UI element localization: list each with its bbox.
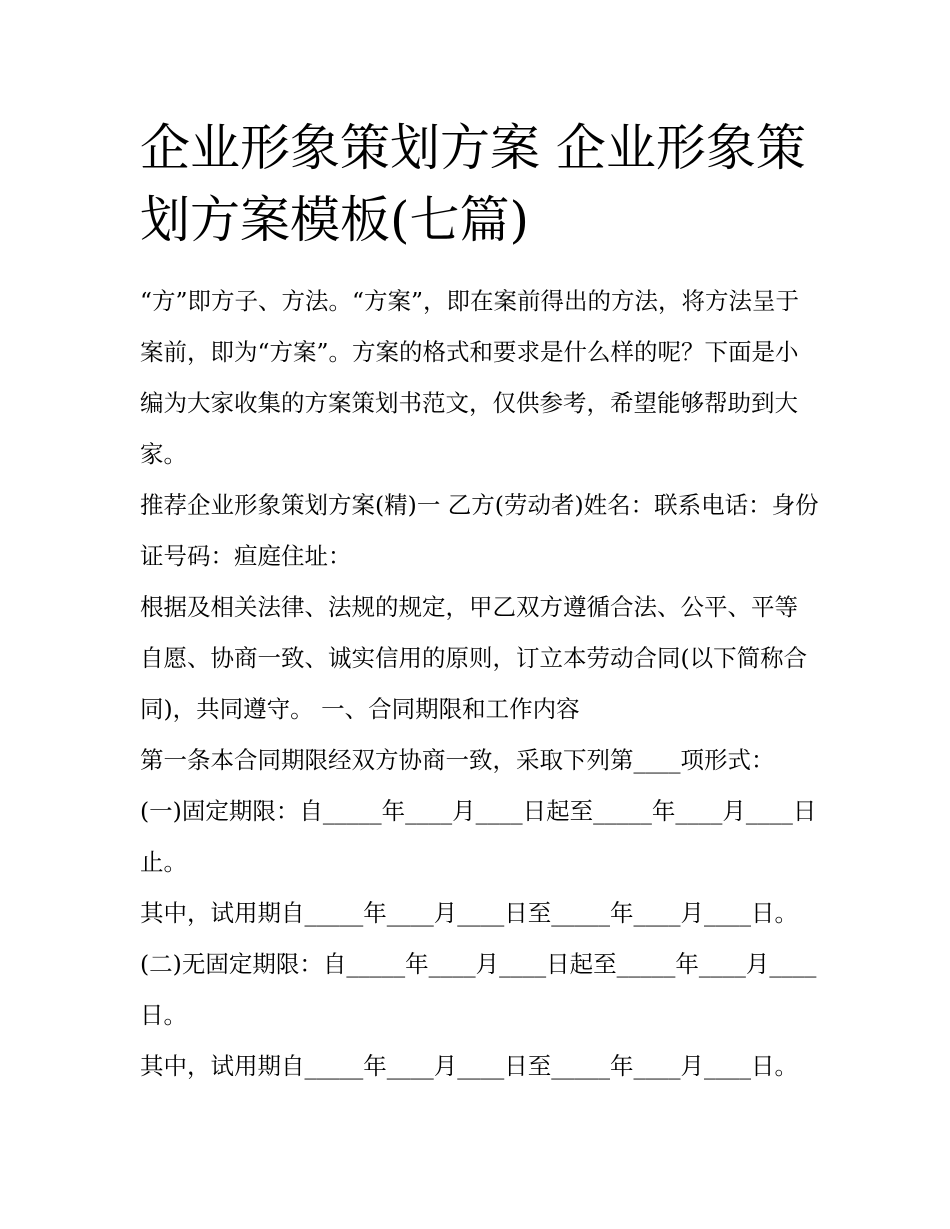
recommend-paragraph: 推荐企业形象策划方案(精)一 乙方(劳动者)姓名：联系电话：身份证号码：疸庭住址：: [140, 491, 819, 570]
document-title: 企业形象策划方案 企业形象策划方案模板(七篇): [140, 119, 806, 249]
open-term-paragraph: (二)无固定期限：自_____年____月____日起至_____年____月____日。: [140, 950, 817, 1029]
probation-paragraph-2: 其中，试用期自_____年____月____日至_____年____月____日。: [140, 1052, 798, 1080]
article-one-paragraph: 第一条本合同期限经双方协商一致，采取下列第____项形式：: [140, 746, 775, 774]
fixed-term-paragraph: (一)固定期限：自_____年____月____日起至_____年____月____日止。: [140, 797, 817, 876]
probation-paragraph-1: 其中，试用期自_____年____月____日至_____年____月____日。: [140, 899, 798, 927]
intro-paragraph: “方”即方子、方法。“方案”，即在案前得出的方法，将方法呈于案前，即为“方案”。方案的格式和要求是什么样的呢？下面是小编为大家收集的方案策划书范文，仅供参考，希望能够帮助到大家。: [140, 287, 800, 468]
legal-basis-paragraph: 根据及相关法律、法规的规定，甲乙双方遵循合法、公平、平等自愿、协商一致、诚实信用的原则，订立本劳动合同(以下简称合同)，共同遵守。 一、合同期限和工作内容: [140, 593, 808, 723]
document-body: [140, 276, 820, 1092]
